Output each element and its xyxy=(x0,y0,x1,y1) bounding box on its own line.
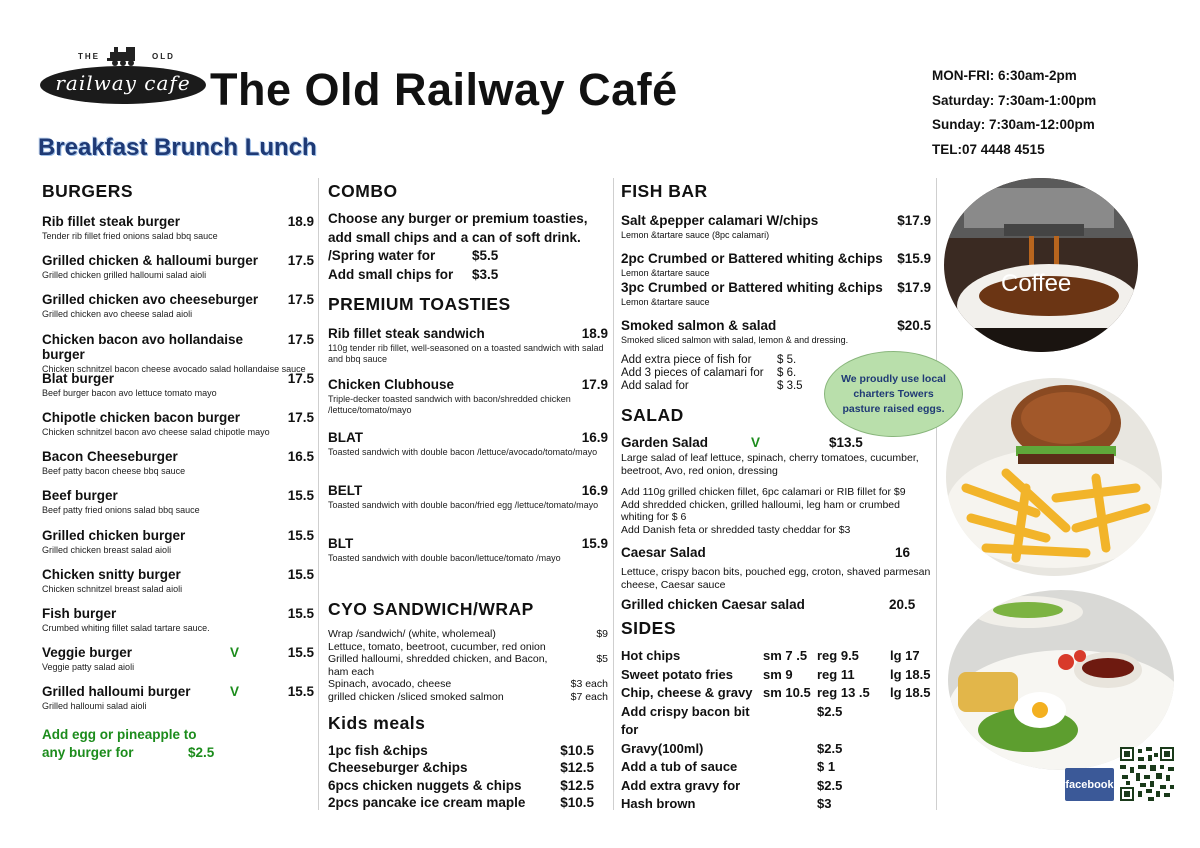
menu-item-name: Bacon Cheeseburger xyxy=(42,449,178,465)
menu-item-desc: Grilled chicken grilled halloumi salad aioli xyxy=(42,270,207,281)
menu-item-row xyxy=(328,536,608,551)
menu-item-row xyxy=(328,377,608,392)
cyo-list xyxy=(328,628,608,704)
cyo-heading: CYO SANDWICH/WRAP xyxy=(328,599,534,619)
sides-name: Add a tub of sauce xyxy=(621,759,738,774)
menu-item-name: Fish burger xyxy=(42,605,117,621)
sides-row xyxy=(621,758,931,777)
sides-regular: reg 13 .5 xyxy=(817,685,870,700)
menu-item xyxy=(42,331,314,374)
cyo-text: Grilled halloumi, shredded chicken, and Bacon, ham each xyxy=(328,653,548,678)
menu-item-desc: Lemon &tartare sauce xyxy=(621,297,710,307)
coffee-photo xyxy=(944,178,1138,352)
kids-item-name: 1pc fish &chips xyxy=(328,742,428,758)
sides-small: sm 9 xyxy=(763,666,793,682)
kids-item-name: 2pcs pancake ice cream maple xyxy=(328,795,526,811)
menu-item-name: Grilled chicken avo cheeseburger xyxy=(42,292,259,308)
sides-small xyxy=(763,777,817,796)
menu-item-row xyxy=(328,326,608,341)
grilled-caesar-row xyxy=(621,597,931,612)
vegetarian-mark: V xyxy=(751,435,761,450)
menu-item-price: 17.5 xyxy=(287,370,314,386)
menu-item-price: 15.5 xyxy=(287,488,314,504)
facebook-button[interactable]: facebook xyxy=(1065,768,1114,801)
menu-item-price: 18.9 xyxy=(287,214,314,229)
sides-name: Chip, cheese & gravy xyxy=(621,685,753,700)
sides-small xyxy=(763,703,817,740)
sides-large: lg 18.5 xyxy=(890,666,931,682)
menu-item-name: Rib fillet steak sandwich xyxy=(328,326,485,341)
kids-heading: Kids meals xyxy=(328,712,426,733)
menu-item-desc: Chicken schnitzel bacon cheese avocado salad hollandaise sauce xyxy=(42,363,306,374)
cyo-row xyxy=(328,691,608,704)
coffee-label: Coffee xyxy=(1001,270,1072,297)
menu-item xyxy=(42,214,314,253)
sides-row xyxy=(621,647,931,666)
kids-item-price: $10.5 xyxy=(560,742,594,758)
sides-name: Gravy(100ml) xyxy=(621,740,704,756)
kids-list xyxy=(328,742,608,812)
menu-item-name: Smoked salmon & salad xyxy=(621,318,777,333)
cyo-row xyxy=(328,653,608,678)
cyo-row xyxy=(328,628,608,641)
cyo-text: Lettuce, tomato, beetroot, cucumber, red onion xyxy=(328,640,546,653)
sides-small: sm 7 .5 xyxy=(763,648,808,663)
hours-sunday: Sunday: 7:30am-12:00pm xyxy=(932,117,1095,132)
sides-regular: $3 xyxy=(817,796,832,811)
fish-addon-text: Add extra piece of fish for xyxy=(621,354,752,366)
sides-small xyxy=(763,740,817,759)
sides-small: sm 10.5 xyxy=(763,685,811,700)
sides-row xyxy=(621,795,931,814)
menu-item-name: Chicken Clubhouse xyxy=(328,377,455,392)
menu-item-row xyxy=(621,251,931,266)
menu-item-desc: Toasted sandwich with double bacon /lettuce/avocado/tomato/mayo xyxy=(328,447,598,457)
sides-row xyxy=(621,703,931,740)
kids-item-price: $12.5 xyxy=(560,777,594,793)
opening-hours xyxy=(932,64,1096,162)
sides-large: lg 18.5 xyxy=(890,685,931,700)
menu-item-name: 2pc Crumbed or Battered whiting &chips xyxy=(621,251,883,266)
cyo-price: $9 xyxy=(596,628,608,640)
vegetarian-mark: V xyxy=(230,684,240,700)
burger-list xyxy=(42,214,314,723)
vegetarian-mark: V xyxy=(230,645,240,661)
menu-item xyxy=(42,410,314,449)
combo-heading: COMBO xyxy=(328,181,398,201)
menu-item xyxy=(42,449,314,488)
kids-item xyxy=(328,742,594,760)
cyo-price: $7 each xyxy=(570,690,608,703)
menu-item xyxy=(42,253,314,292)
combo-description xyxy=(328,210,608,284)
logo-text: railway cafe xyxy=(55,71,191,95)
menu-item-desc: Tender rib fillet fried onions salad bbq sauce xyxy=(42,231,218,241)
fish-addons xyxy=(621,354,821,393)
sides-small xyxy=(763,758,817,777)
menu-item-row xyxy=(621,318,931,333)
fish-addon-price: $ 3.5 xyxy=(777,380,803,392)
menu-item-price: 17.5 xyxy=(287,292,314,308)
menu-item-desc: Crumbed whiting fillet salad tartare sauce. xyxy=(42,622,210,633)
menu-item-row xyxy=(328,483,608,498)
menu-item-name: Blat burger xyxy=(42,370,115,386)
page-subtitle: Breakfast Brunch Lunch xyxy=(38,134,317,161)
sides-list xyxy=(621,647,931,814)
fish-addon-text: Add salad for xyxy=(621,380,689,392)
cyo-price: $5 xyxy=(596,653,608,666)
menu-item-price: 17.5 xyxy=(287,331,314,347)
menu-item-price: $17.9 xyxy=(897,213,931,228)
menu-item-row xyxy=(328,430,608,445)
burgers-section xyxy=(42,181,314,762)
menu-item-row xyxy=(42,528,314,543)
burger-extra-line1: Add egg or pineapple to xyxy=(42,727,197,743)
fish-salad-column xyxy=(621,181,931,814)
menu-item-row xyxy=(42,253,314,268)
qr-code-icon[interactable] xyxy=(1120,747,1174,801)
menu-item-price: $15.9 xyxy=(897,251,931,266)
menu-item-row xyxy=(621,213,931,228)
menu-item-desc: Toasted sandwich with double bacon/fried egg /lettuce/tomato/mayo xyxy=(328,500,599,510)
hours-weekday: MON-FRI: 6:30am-2pm xyxy=(932,68,1077,83)
sides-name: Hash brown xyxy=(621,796,696,811)
menu-item xyxy=(42,606,314,645)
sides-regular: $ 1 xyxy=(817,759,836,774)
burger-extra-line2: any burger for xyxy=(42,745,134,761)
column-divider xyxy=(318,178,319,810)
burger-fries-photo xyxy=(946,378,1162,576)
menu-item-row xyxy=(42,292,314,307)
cyo-text: grilled chicken /sliced smoked salmon xyxy=(328,690,504,703)
menu-item-name: Veggie burger xyxy=(42,645,133,661)
menu-item-price: $20.5 xyxy=(897,318,931,333)
menu-item xyxy=(42,292,314,331)
menu-item-row xyxy=(621,280,931,295)
fish-addon-row xyxy=(621,354,821,367)
page-title: The Old Railway Café xyxy=(210,64,678,115)
combo-text: Choose any burger or premium toasties, add small chips and a can of soft drink. xyxy=(328,211,588,245)
menu-item xyxy=(328,430,608,483)
caesar-salad-row xyxy=(621,545,931,560)
menu-item-name: 3pc Crumbed or Battered whiting &chips xyxy=(621,280,883,295)
menu-item xyxy=(42,645,314,684)
kids-item xyxy=(328,759,594,777)
garden-salad-price: $13.5 xyxy=(829,435,863,450)
menu-item-row xyxy=(42,488,314,503)
menu-item xyxy=(328,483,608,536)
menu-item-desc: Grilled halloumi salad aioli xyxy=(42,701,147,712)
sides-name: Hot chips xyxy=(621,648,681,663)
combo-water-label: /Spring water for xyxy=(328,248,436,263)
menu-item-name: Beef burger xyxy=(42,488,118,504)
burgers-heading: BURGERS xyxy=(42,181,134,201)
menu-item-price: 15.9 xyxy=(581,536,608,551)
menu-item xyxy=(42,684,314,723)
fish-addon-row xyxy=(621,380,821,393)
fish-addon-text: Add 3 pieces of calamari for xyxy=(621,367,764,379)
garden-salad-name: Garden Salad xyxy=(621,435,709,450)
menu-item-desc: Smoked sliced salmon with salad, lemon & and dressing. xyxy=(621,335,849,345)
menu-item-price: 15.5 xyxy=(287,684,314,700)
menu-item-name: Grilled chicken & halloumi burger xyxy=(42,253,259,269)
menu-item-desc: Triple-decker toasted sandwich with bacon/shredded chicken /lettuce/tomato/mayo xyxy=(328,394,571,415)
kids-item-name: Cheeseburger &chips xyxy=(328,760,468,776)
fish-addon-price: $ 6. xyxy=(777,367,797,379)
menu-item-price: 17.9 xyxy=(581,377,608,392)
column-divider xyxy=(936,178,937,810)
garden-salad-add2: Add shredded chicken, grilled halloumi, leg ham or crumbed whiting for $ 6 xyxy=(621,498,900,523)
garden-salad-add3: Add Danish feta or shredded tasty cheddar for $3 xyxy=(621,523,851,536)
cafe-logo xyxy=(40,42,206,112)
combo-chips-label: Add small chips for xyxy=(328,266,454,282)
grilled-caesar-price: 20.5 xyxy=(889,597,916,612)
menu-item xyxy=(42,528,314,567)
menu-item-desc: Chicken schnitzel bacon avo cheese salad chipotle mayo xyxy=(42,426,270,437)
sides-regular: reg 11 xyxy=(817,666,855,682)
kids-item xyxy=(328,777,594,795)
sides-row xyxy=(621,666,931,685)
menu-item-desc: Lemon &tartare sauce (8pc calamari) xyxy=(621,230,770,240)
kids-item-price: $12.5 xyxy=(560,760,594,776)
burger-extra xyxy=(42,726,314,762)
fish-bar-heading: FISH BAR xyxy=(621,181,708,201)
hours-saturday: Saturday: 7:30am-1:00pm xyxy=(932,92,1097,108)
toasties-heading: PREMIUM TOASTIES xyxy=(328,294,511,314)
sides-row xyxy=(621,684,931,703)
sides-regular: reg 9.5 xyxy=(817,648,859,663)
menu-item-desc: Beef patty fried onions salad bbq sauce xyxy=(42,505,200,516)
eggs-badge: We proudly use local charters Towers pasture raised eggs. xyxy=(824,351,963,437)
menu-item-row xyxy=(42,645,314,660)
menu-item-row xyxy=(42,567,314,582)
menu-item-desc: Lemon &tartare sauce xyxy=(621,268,710,278)
toastie-list xyxy=(328,326,608,589)
menu-item-name: Rib fillet steak burger xyxy=(42,214,181,229)
menu-item-row xyxy=(42,410,314,425)
caesar-salad-name: Caesar Salad xyxy=(621,545,706,560)
sides-name: Sweet potato fries xyxy=(621,666,733,682)
menu-item-desc: Toasted sandwich with double bacon/lettuce/tomato /mayo xyxy=(328,553,561,563)
menu-item-row xyxy=(42,606,314,621)
menu-item-desc: Grilled chicken breast salad aioli xyxy=(42,544,172,555)
combo-chips-price: $3.5 xyxy=(472,266,499,282)
menu-item-row xyxy=(42,449,314,464)
sides-small xyxy=(763,795,817,814)
menu-item-price: 16.5 xyxy=(287,449,314,465)
sides-regular: $2.5 xyxy=(817,777,843,793)
menu-item-desc: Veggie patty salad aioli xyxy=(42,662,135,673)
fish-list xyxy=(621,213,931,346)
menu-item xyxy=(42,567,314,606)
menu-item xyxy=(42,371,314,410)
phone-number: TEL:07 4448 4515 xyxy=(932,141,1045,157)
cyo-row xyxy=(328,678,608,691)
menu-item xyxy=(621,318,931,346)
menu-item-desc: Beef patty bacon cheese bbq sauce xyxy=(42,466,186,477)
cyo-text: Wrap /sandwich/ (white, wholemeal) xyxy=(328,628,496,640)
menu-item-name: Chicken snitty burger xyxy=(42,566,181,582)
sides-row xyxy=(621,740,931,759)
kids-item xyxy=(328,794,594,812)
burger-extra-price: $2.5 xyxy=(188,745,215,761)
menu-item xyxy=(328,377,608,430)
sides-heading: SIDES xyxy=(621,618,677,638)
menu-item-name: BELT xyxy=(328,483,363,498)
menu-item-price: 15.5 xyxy=(287,566,314,582)
sides-regular: $2.5 xyxy=(817,703,843,719)
menu-item-row xyxy=(42,332,314,362)
garden-salad-add1: Add 110g grilled chicken fillet, 6pc calamari or RIB fillet for $9 xyxy=(621,486,906,498)
kids-item-price: $10.5 xyxy=(560,795,594,811)
cyo-row xyxy=(328,641,608,654)
sides-name: Add extra gravy for xyxy=(621,777,741,793)
fish-addon-row xyxy=(621,367,821,380)
menu-item-price: 15.5 xyxy=(287,605,314,621)
menu-item-desc: Beef burger bacon avo lettuce tomato mayo xyxy=(42,387,217,398)
menu-item xyxy=(621,280,931,318)
garden-salad-desc: Large salad of leaf lettuce, spinach, cherry tomatoes, cucumber, beetroot, Avo, red onion, dressing xyxy=(621,452,919,477)
menu-item-price: 16.9 xyxy=(581,430,608,445)
caesar-salad-price: 16 xyxy=(895,545,911,560)
logo-word-old: OLD xyxy=(152,52,175,61)
sides-regular: $2.5 xyxy=(817,740,843,756)
combo-water-price: $5.5 xyxy=(472,248,499,263)
menu-item-price: 15.5 xyxy=(287,645,314,661)
menu-item xyxy=(328,536,608,589)
menu-item-name: Grilled chicken burger xyxy=(42,527,186,543)
menu-item-price: 17.5 xyxy=(287,253,314,269)
cyo-text: Spinach, avocado, cheese xyxy=(328,678,452,691)
cyo-price: $3 each xyxy=(570,678,608,691)
column-divider xyxy=(613,178,614,810)
menu-item-name: Chicken bacon avo hollandaise burger xyxy=(42,331,244,362)
menu-item-price: 16.9 xyxy=(581,483,608,498)
menu-item xyxy=(621,213,931,251)
logo-word-the: THE xyxy=(78,52,100,61)
menu-item-name: Chipotle chicken bacon burger xyxy=(42,409,241,425)
menu-item-price: $17.9 xyxy=(897,280,931,295)
sides-name: Add crispy bacon bit for xyxy=(621,703,750,737)
menu-item-name: BLT xyxy=(328,536,354,551)
sides-large: lg 17 xyxy=(890,648,920,663)
grilled-caesar-name: Grilled chicken Caesar salad xyxy=(621,597,805,612)
salad-heading: SALAD xyxy=(621,405,684,425)
menu-item-desc: Grilled chicken avo cheese salad aioli xyxy=(42,309,193,320)
caesar-salad-desc: Lettuce, crispy bacon bits, pouched egg, croton, shaved parmesan cheese, Caesar sauce xyxy=(621,566,931,591)
sides-row xyxy=(621,777,931,796)
fish-addon-price: $ 5. xyxy=(777,354,797,366)
menu-item-name: Salt &pepper calamari W/chips xyxy=(621,213,819,228)
menu-item-row xyxy=(42,684,314,699)
kids-item-name: 6pcs chicken nuggets & chips xyxy=(328,777,522,793)
menu-item-price: 15.5 xyxy=(287,527,314,543)
menu-item-row xyxy=(42,214,314,229)
menu-item-name: Grilled halloumi burger xyxy=(42,684,191,700)
garden-salad-row xyxy=(621,435,931,450)
menu-item-desc: 110g tender rib fillet, well-seasoned on a toasted sandwich with salad and bbq sauce xyxy=(328,343,604,364)
halloumi-breakfast-photo xyxy=(948,590,1174,770)
menu-item-desc: Chicken schnitzel breast salad aioli xyxy=(42,583,183,594)
menu-item xyxy=(42,488,314,527)
menu-item-name: BLAT xyxy=(328,430,363,445)
menu-item-price: 18.9 xyxy=(581,326,608,341)
menu-item xyxy=(328,326,608,377)
combo-column xyxy=(328,181,608,812)
menu-item xyxy=(621,251,931,280)
menu-item-price: 17.5 xyxy=(287,409,314,425)
